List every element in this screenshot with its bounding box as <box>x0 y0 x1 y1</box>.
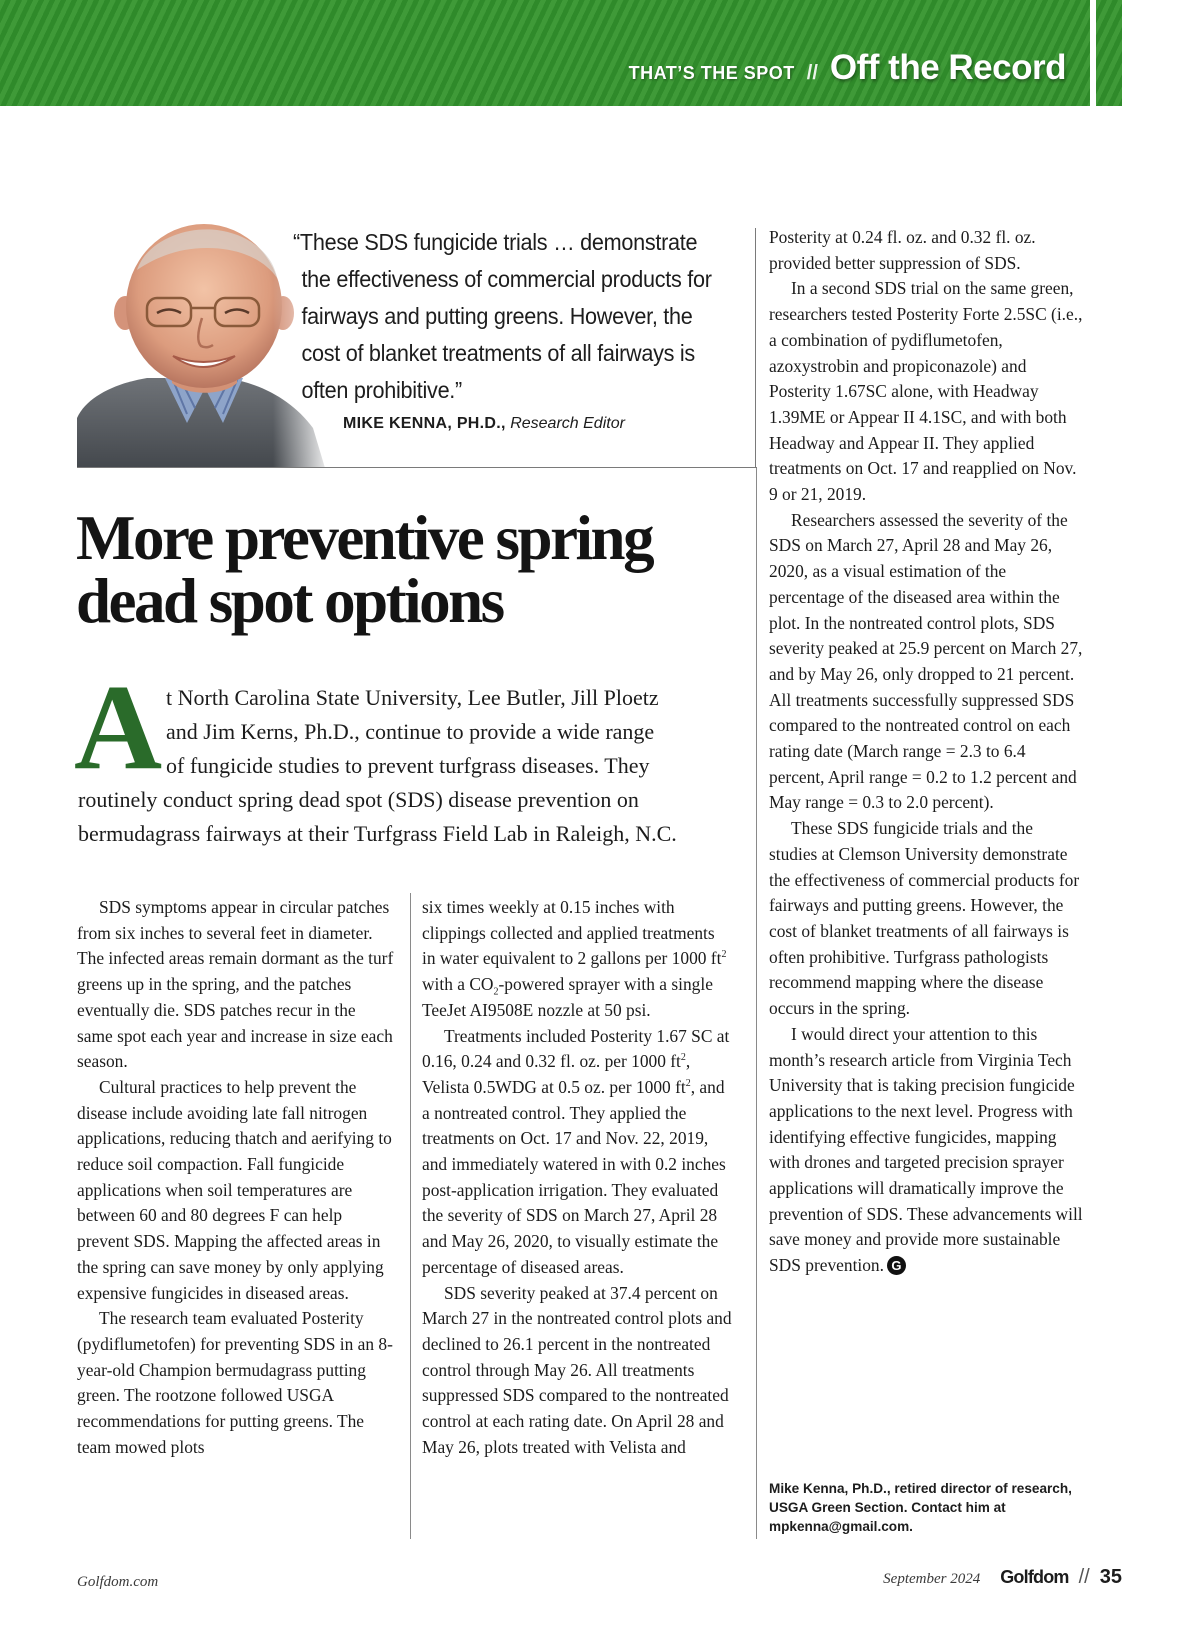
body-paragraph: SDS severity peaked at 37.4 percent on March 27 in the nontreated control plots and declined to 26.1 percent in the nontreated control through May 26. All treatments suppressed SDS compared to the nontreated control at each rating date. On April 28 and May 26, plots treated with Velista and <box>422 1282 732 1457</box>
pull-quote <box>293 224 712 409</box>
headline-line: More preventive spring <box>76 503 653 573</box>
text-run: , Velista 0.5WDG at 0.5 oz. per 1000 ft <box>422 1051 691 1097</box>
subscript: 2 <box>493 986 499 998</box>
quote-divider <box>77 467 757 468</box>
lead-paragraph <box>78 681 758 851</box>
superscript: 2 <box>685 1078 691 1090</box>
pull-quote-line: cost of blanket treatments of all fairways is <box>301 340 695 366</box>
text-run: -powered sprayer with a single TeeJet AI9508E nozzle at 50 psi. <box>422 974 713 1020</box>
page-number: 35 <box>1099 1566 1122 1588</box>
body-column-3 <box>769 225 1085 1279</box>
article-headline <box>76 503 756 636</box>
text-run: with a CO <box>422 974 494 995</box>
pull-quote-line: “These SDS fungicide trials … demonstrate <box>293 229 698 255</box>
body-paragraph: SDS symptoms appear in circular patches from six inches to several feet in diameter. The infected areas remain dormant as the turf greens up in the spring, and the patches eventually die. SDS patches recur in the same spot each year and increase in size each season. <box>77 897 394 1072</box>
quote-author-role: Research Editor <box>510 415 625 432</box>
lead-line: routinely conduct spring dead spot (SDS) disease prevention on <box>78 787 639 812</box>
body-paragraph: In a second SDS trial on the same green, researchers tested Posterity Forte 2.5SC (i.e., a combination of pydiflumetofen, azoxystrobin and propiconazole) and Posterity 1.67SC alone, with Headway 1.39ME or Appear II 4.1SC, and with both Headway and Appear II. They applied treatments on Oct. 17 and reapplied on Nov. 9 or 21, 2019. <box>769 278 1083 505</box>
pull-quote-line: the effectiveness of commercial products for <box>301 266 712 292</box>
quote-side-divider <box>755 228 756 468</box>
pull-quote-line: fairways and putting greens. However, the <box>301 303 693 329</box>
body-paragraph: These SDS fungicide trials and the studies at Clemson University demonstrate the effectiveness of commercial products for fairways and putting greens. However, the cost of blanket treatments of all fairways is often prohibitive. Turfgrass pathologists recommend mapping where the disease occurs in the spring. <box>769 818 1080 1019</box>
body-paragraph <box>422 1024 732 1281</box>
body-paragraph <box>422 895 732 1024</box>
text-run: I would direct your attention to this month’s research article from Virginia Tech University that is taking precision fungicide applications to the next level. Progress with identifying effective fungicides, mapping with drones and targeted precision sprayer applications will dramatically improve the prevention of SDS. These advancements will save money and provide more sustainable SDS prevention. <box>769 1023 1083 1276</box>
footer-site: Golfdom.com <box>77 1574 159 1590</box>
quote-attribution <box>343 415 625 433</box>
body-paragraph: Posterity at 0.24 fl. oz. and 0.32 fl. oz. provided better suppression of SDS. <box>769 227 1036 273</box>
lead-line: of fungicide studies to prevent turfgrass diseases. They <box>166 753 650 778</box>
superscript: 2 <box>680 1052 686 1064</box>
author-bio: Mike Kenna, Ph.D., retired director of research, USGA Green Section. Contact him at mpkenna@gmail.com. <box>769 1481 1072 1534</box>
lead-line: and Jim Kerns, Ph.D., continue to provide a wide range <box>166 719 655 744</box>
section-separator: // <box>806 62 818 84</box>
section-header <box>629 48 1066 88</box>
body-column-1 <box>77 895 395 1460</box>
body-paragraph: Researchers assessed the severity of the SDS on March 27, April 28 and May 26, 2020, as a visual estimation of the percentage of the diseased area within the plot. In the nontreated control plots, SDS severity peaked at 25.9 percent on March 27, and by May 26, only dropped to 21 percent. All treatments successfully suppressed SDS compared to the nontreated control on each rating date (March range = 2.3 to 6.4 percent, April range = 0.2 to 1.2 percent and May range = 0.3 to 2.0 percent). <box>769 509 1083 813</box>
section-kicker: THAT’S THE SPOT <box>628 63 795 83</box>
lead-line: t North Carolina State University, Lee Butler, Jill Ploetz <box>166 685 659 710</box>
superscript: 2 <box>721 949 727 961</box>
lead-line: bermudagrass fairways at their Turfgrass Field Lab in Raleigh, N.C. <box>78 821 677 846</box>
footer-date: September 2024 <box>883 1571 981 1587</box>
drop-cap: A <box>74 660 163 795</box>
pull-quote-line: often prohibitive.” <box>301 377 462 403</box>
text-run: six times weekly at 0.15 inches with clippings collected and applied treatments in water equivalent to 2 gallons per 1000 ft <box>422 897 722 969</box>
footer-separator: // <box>1078 1566 1090 1588</box>
column-divider <box>756 468 757 1539</box>
quote-author: MIKE KENNA, PH.D., <box>343 415 506 432</box>
headline-line: dead spot options <box>76 566 503 636</box>
end-mark-icon: G <box>887 1256 906 1275</box>
body-paragraph: Cultural practices to help prevent the disease include avoiding late fall nitrogen applications, reducing thatch and aerifying to reduce soil compaction. Fall fungicide applications when soil temperatures are between 60 and 80 degrees F can help prevent SDS. Mapping the affected areas in the spring can save money by only applying expensive fungicides in diseased areas. <box>77 1076 392 1303</box>
column-divider <box>410 893 411 1539</box>
body-paragraph <box>769 1022 1085 1279</box>
footer-folio <box>883 1566 1122 1589</box>
text-run: , and a nontreated control. They applied the treatments on Oct. 17 and Nov. 22, 2019, and immediately watered in with 0.2 inches post-application irrigation. They evaluated the severity of SDS on March 27, April 28 and May 26, 2020, to visually estimate the percentage of diseased areas. <box>422 1076 726 1277</box>
section-title: Off the Record <box>829 48 1066 87</box>
section-header-tab <box>1096 0 1122 106</box>
footer-brand: Golfdom <box>1000 1567 1069 1587</box>
body-paragraph: The research team evaluated Posterity (pydiflumetofen) for preventing SDS in an 8-year-old Champion bermudagrass putting green. The rootzone followed USGA recommendations for putting greens. The team mowed plots <box>77 1308 393 1457</box>
body-column-2 <box>422 895 732 1460</box>
text-run: Treatments included Posterity 1.67 SC at 0.16, 0.24 and 0.32 fl. oz. per 1000 ft <box>422 1025 730 1072</box>
